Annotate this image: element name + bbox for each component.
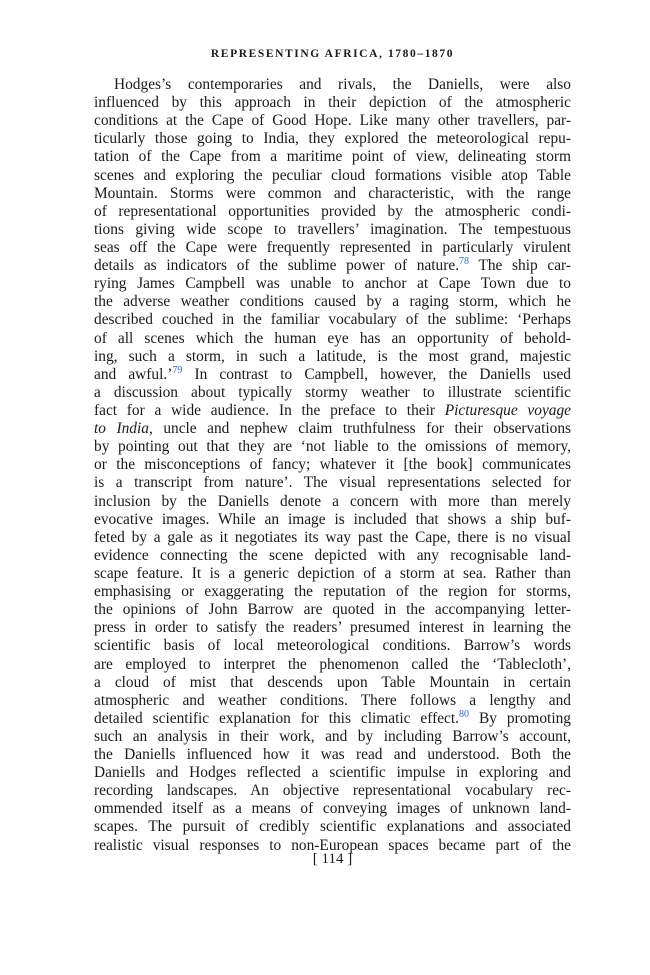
page-number: [ 114 ]: [312, 851, 353, 867]
text-line: [94, 656, 571, 674]
text-segment: The ship car-: [469, 257, 571, 275]
text-segment: evocative images. While an image is included that shows a ship buf-: [94, 510, 571, 528]
text-line: [94, 311, 571, 329]
text-segment: By promoting: [469, 709, 571, 727]
text-line: [94, 565, 571, 583]
footnote-reference[interactable]: 78: [459, 255, 470, 267]
text-segment: is a transcript from nature’. The visual representations selected for: [94, 474, 571, 492]
book-title-italic: to India: [94, 420, 149, 438]
text-line: [94, 366, 571, 384]
text-segment: press in order to satisfy the readers’ presumed interest in learning the: [94, 619, 571, 637]
text-line: [94, 94, 571, 112]
footnote-reference[interactable]: 79: [172, 364, 183, 376]
text-line: [94, 601, 571, 619]
text-line: [94, 493, 571, 511]
text-segment: , uncle and nephew claim truthfulness for their observations: [148, 420, 572, 438]
text-segment: tation of the Cape from a maritime point of view, delineating storm: [94, 148, 571, 166]
text-line: [94, 728, 571, 746]
text-line: [94, 782, 571, 800]
text-line: [94, 130, 571, 148]
text-line: [94, 148, 571, 166]
text-line: [94, 818, 571, 836]
text-segment: the adverse weather conditions caused by a raging storm, which he: [94, 293, 571, 311]
text-line: [94, 456, 571, 474]
footnote-reference[interactable]: 80: [459, 708, 469, 720]
text-segment: the opinions of John Barrow are quoted in the accompanying letter-: [94, 601, 571, 619]
text-line: [94, 583, 571, 601]
text-line: [94, 293, 571, 311]
text-line: [94, 112, 571, 130]
text-line: [94, 637, 571, 655]
book-title-italic: Picturesque voyage: [444, 401, 571, 419]
text-line: [94, 221, 571, 239]
text-segment: realistic visual responses to non-European spaces became part of the: [94, 836, 571, 854]
text-segment: ing, such a storm, in such a latitude, is the most grand, majestic: [94, 347, 571, 365]
text-segment: Mountain. Storms were common and characteristic, with the range: [94, 184, 571, 202]
text-segment: the Daniells influenced how it was read and understood. Both the: [94, 746, 571, 764]
text-line: [94, 167, 571, 185]
text-segment: recording landscapes. An objective representational vocabulary rec-: [94, 782, 571, 800]
text-line: [94, 529, 571, 547]
text-line: [94, 239, 571, 257]
text-segment: rying James Campbell was unable to anchor at Cape Town due to: [94, 275, 571, 293]
text-line: [94, 511, 571, 529]
text-segment: and awful.’: [94, 365, 173, 383]
text-line: [94, 203, 571, 221]
text-segment: emphasising or exaggerating the reputation of the region for storms,: [94, 583, 571, 601]
text-line: [94, 764, 571, 782]
text-segment: details as indicators of the sublime power of nature.: [94, 257, 460, 275]
text-segment: fact for a wide audience. In the preface to their: [94, 401, 445, 419]
text-segment: described couched in the familiar vocabulary of the sublime: ‘Perhaps: [94, 311, 571, 329]
text-line: [94, 800, 571, 818]
text-segment: detailed scientific explanation for this climatic effect.: [94, 709, 459, 727]
text-segment: such an analysis in their work, and by including Barrow’s account,: [94, 727, 571, 745]
text-line: [94, 402, 571, 420]
text-line: [94, 547, 571, 565]
text-line: [94, 384, 571, 402]
text-line: [94, 746, 571, 764]
text-segment: are employed to interpret the phenomenon called the ‘Tablecloth’,: [94, 655, 571, 673]
text-segment: atmospheric and weather conditions. There follows a lengthy and: [94, 691, 571, 709]
text-segment: or the misconceptions of fancy; whatever it [the book] communicates: [94, 456, 571, 474]
text-line: [94, 257, 571, 275]
running-head: REPRESENTING AFRICA, 1780–1870: [210, 48, 455, 60]
text-segment: scapes. The pursuit of credibly scientific explanations and associated: [94, 818, 571, 836]
text-line: [94, 348, 571, 366]
text-line: [94, 420, 571, 438]
text-line: [94, 185, 571, 203]
text-line: [94, 619, 571, 637]
text-segment: inclusion by the Daniells denote a concern with more than merely: [94, 492, 571, 510]
text-segment: Daniells and Hodges reflected a scientific impulse in exploring and: [94, 764, 571, 782]
text-segment: of representational opportunities provided by the atmospheric condi-: [94, 202, 571, 220]
text-line: [94, 438, 571, 456]
text-segment: seas off the Cape were frequently represented in particularly virulent: [94, 238, 571, 256]
text-line: [94, 474, 571, 492]
text-line: [94, 692, 571, 710]
text-segment: feted by a gale as it negotiates its way past the Cape, there is no visual: [94, 528, 571, 546]
text-segment: ommended itself as a means of conveying images of unknown land-: [94, 800, 571, 818]
text-segment: tions giving wide scope to travellers’ imagination. The tempestuous: [94, 220, 571, 238]
text-segment: a discussion about typically stormy weather to illustrate scientific: [94, 383, 571, 401]
text-segment: scientific basis of local meteorological conditions. Barrow’s words: [94, 637, 571, 655]
text-segment: a cloud of mist that descends upon Table Mountain in certain: [94, 673, 571, 691]
text-segment: influenced by this approach in their depiction of the atmospheric: [94, 94, 571, 112]
text-line: [94, 330, 571, 348]
text-line: [94, 710, 571, 728]
text-segment: of all scenes which the human eye has an opportunity of behold-: [94, 329, 571, 347]
text-segment: scenes and exploring the peculiar cloud formations visible atop Table: [94, 166, 571, 184]
text-segment: by pointing out that they are ‘not liable to the omissions of memory,: [94, 438, 571, 456]
text-segment: scape feature. It is a generic depiction of a storm at sea. Rather than: [94, 564, 571, 582]
text-segment: ticularly those going to India, they explored the meteorological repu-: [94, 130, 571, 148]
text-segment: In contrast to Campbell, however, the Daniells used: [182, 365, 571, 383]
text-segment: conditions at the Cape of Good Hope. Like many other travellers, par-: [94, 112, 571, 130]
text-segment: Hodges’s contemporaries and rivals, the Daniells, were also: [114, 76, 571, 93]
text-line: [94, 275, 571, 293]
text-line: [94, 76, 571, 94]
body-paragraph: [94, 76, 571, 855]
text-line: [94, 674, 571, 692]
text-segment: evidence connecting the scene depicted with any recognisable land-: [94, 546, 571, 564]
